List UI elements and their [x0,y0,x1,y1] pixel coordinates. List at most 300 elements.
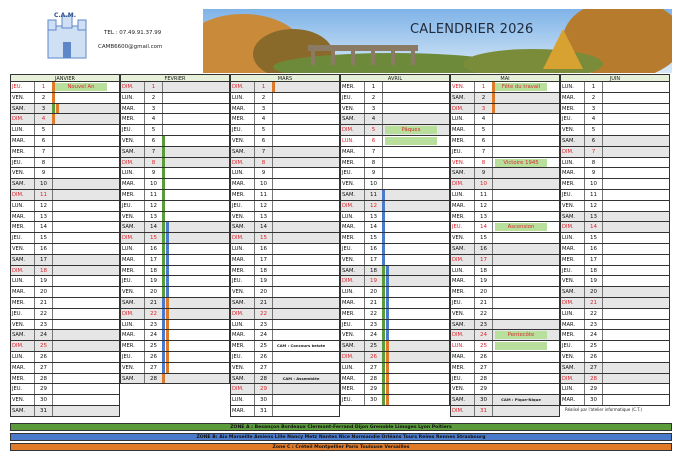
day-of-week: DIM. [12,343,24,350]
day-number: 29 [34,384,53,394]
day-row [560,395,670,406]
day-number: 24 [584,330,603,340]
day-number: 4 [144,114,163,124]
day-of-week: JEU. [12,84,23,90]
day-row [10,395,120,406]
day-number: 21 [34,298,53,308]
day-row [120,114,230,125]
day-row [120,201,230,212]
day-of-week: SAM. [452,94,466,101]
day-number: 13 [474,212,493,222]
day-of-week: MAR. [122,256,136,263]
day-number: 31 [34,406,53,416]
day-number: 8 [254,158,273,168]
zone-a: ZONE A : Besançon Bordeaux Clermont-Ferrand Dijon Grenoble Limoges Lyon Poitiers [10,423,672,431]
day-number: 12 [254,201,273,211]
day-number: 25 [584,341,603,351]
day-of-week: JEU. [232,278,243,285]
day-number: 1 [584,82,603,92]
day-of-week: JEU. [452,300,463,306]
day-row [450,309,560,320]
day-number: 16 [144,244,163,254]
day-of-week: MER. [342,84,355,90]
day-of-week: VEN. [562,202,575,209]
day-of-week: VEN. [232,364,245,371]
day-row [120,266,230,277]
day-of-week: JEU. [562,343,573,350]
day-row [10,374,120,385]
zone-b-holiday-bar [166,233,169,243]
zone-b-holiday-bar [386,287,389,297]
day-number: 7 [474,147,493,157]
day-of-week: MAR. [12,138,26,144]
day-row [10,222,120,233]
day-of-week: LUN. [12,202,24,209]
day-number: 21 [254,298,273,308]
zone-c-holiday-bar [162,374,165,384]
zone-b-holiday-bar [382,244,385,254]
day-number: 14 [254,222,273,232]
day-number: 1 [34,82,53,92]
zone-a-holiday-bar [382,341,385,351]
day-of-week: SAM. [122,375,136,382]
day-number: 16 [254,244,273,254]
day-row [10,125,120,136]
day-of-week: LUN. [562,235,574,242]
day-number: 19 [34,276,53,286]
zone-a-holiday-bar [382,374,385,384]
day-of-week: MER. [232,267,245,274]
day-row [340,309,450,320]
day-row [120,136,230,147]
day-of-week: LUN. [562,386,574,393]
day-number: 16 [474,244,493,254]
day-of-week: SAM. [122,148,136,155]
day-of-week: LUN. [452,343,464,350]
day-of-week: LUN. [452,116,464,123]
day-of-week: SAM. [452,321,466,328]
day-number: 25 [254,341,273,351]
zone-a-holiday-bar [52,104,55,114]
day-row [560,201,670,212]
day-of-week: JEU. [232,202,243,209]
day-of-week: DIM. [452,181,464,188]
day-row [560,104,670,115]
day-row [450,320,560,331]
zone-a-holiday-bar [162,212,165,222]
day-of-week: DIM. [12,267,24,274]
day-row [340,266,450,277]
day-number: 2 [254,93,273,103]
day-number: 2 [144,93,163,103]
day-number: 2 [584,93,603,103]
day-row [560,374,670,385]
day-row [230,179,340,190]
day-number: 4 [34,114,53,124]
day-row [10,287,120,298]
day-row [10,298,120,309]
day-number: 3 [474,104,493,114]
day-of-week: JEU. [562,267,573,274]
day-row [340,244,450,255]
zone-b-holiday-bar [162,363,165,373]
day-row [560,212,670,223]
day-row [450,82,560,93]
day-row [450,104,560,115]
day-row [450,298,560,309]
day-number: 19 [144,276,163,286]
day-of-week: MAR. [562,397,576,404]
day-number: 11 [584,190,603,200]
day-row [560,93,670,104]
day-of-week: JEU. [452,224,463,231]
day-row [340,222,450,233]
day-of-week: DIM. [122,159,134,166]
day-row [120,363,230,374]
day-row [120,320,230,331]
day-row [120,125,230,136]
day-row [450,384,560,395]
day-number: 7 [584,147,603,157]
day-of-week: VEN. [562,127,575,134]
zone-b-holiday-bar [166,222,169,232]
day-number: 30 [254,395,273,405]
day-row [340,212,450,223]
day-number: 25 [364,341,383,351]
zone-b-holiday-bar [386,298,389,308]
day-row [450,125,560,136]
day-number: 11 [474,190,493,200]
day-number: 21 [144,298,163,308]
day-of-week: LUN. [122,321,134,328]
day-number: 23 [144,320,163,330]
day-of-week: LUN. [12,127,24,134]
day-number: 26 [364,352,383,362]
day-number: 22 [254,309,273,319]
day-row [560,233,670,244]
day-row [450,395,560,406]
day-of-week: MAR. [12,364,26,371]
day-number: 15 [584,233,603,243]
day-row [230,104,340,115]
day-of-week: MAR. [562,246,576,252]
zone-c-holiday-bar [166,330,169,340]
day-row [340,374,450,385]
zone-c-holiday-bar [56,104,59,114]
day-of-week: MER. [122,116,135,123]
day-row [230,309,340,320]
day-number: 1 [254,82,273,92]
day-number: 29 [474,384,493,394]
day-row [560,136,670,147]
day-of-week: SAM. [12,105,26,112]
day-number: 10 [254,179,273,189]
header [0,0,681,74]
day-of-week: SAM. [342,267,356,274]
day-of-week: SAM. [342,192,356,198]
zone-a-holiday-bar [382,395,385,405]
day-row [230,352,340,363]
day-row [230,255,340,266]
day-number: 10 [584,179,603,189]
day-row [10,309,120,320]
zone-b-holiday-bar [162,320,165,330]
day-of-week: VEN. [342,181,355,188]
day-of-week: MER. [342,235,355,242]
day-row [560,266,670,277]
day-row [120,82,230,93]
day-number: 31 [474,406,493,416]
day-of-week: SAM. [452,170,466,177]
zone-a-holiday-bar [162,201,165,211]
day-of-week: DIM. [342,127,354,134]
day-number: 9 [584,168,603,178]
day-number: 9 [364,168,383,178]
day-number: 6 [364,136,383,146]
day-of-week: MER. [342,159,355,166]
day-of-week: MAR. [562,170,576,177]
day-number: 2 [474,93,493,103]
day-row [10,233,120,244]
day-of-week: SAM. [122,224,136,231]
zone-a-holiday-bar [382,266,385,276]
day-row [340,363,450,374]
day-row [230,341,340,352]
day-of-week: DIM. [122,310,134,317]
day-row [340,82,450,93]
day-number: 29 [364,384,383,394]
day-of-week: LUN. [232,170,244,177]
day-number: 2 [34,93,53,103]
day-of-week: MER. [452,213,465,220]
zone-c-holiday-bar [272,82,275,92]
day-number: 17 [364,255,383,265]
zone-a-holiday-bar [382,276,385,286]
day-of-week: MAR. [232,408,246,414]
day-row [120,168,230,179]
day-of-week: MAR. [562,94,576,101]
day-row [560,190,670,201]
day-of-week: LUN. [562,84,574,90]
day-number: 10 [144,179,163,189]
day-row [560,320,670,331]
day-of-week: LUN. [232,321,244,328]
day-row [560,298,670,309]
zone-b-holiday-bar [162,309,165,319]
day-row [340,168,450,179]
day-row [450,341,560,352]
month-column [450,74,560,414]
day-of-week: DIM. [12,192,24,198]
day-of-week: MAR. [122,181,136,188]
day-note: Nouvel An [55,83,107,91]
zone-b-holiday-bar [382,212,385,222]
day-row [450,147,560,158]
day-row [120,309,230,320]
day-of-week: JEU. [452,148,463,155]
day-row [340,114,450,125]
day-of-week: LUN. [122,246,134,252]
day-row [450,93,560,104]
day-of-week: JEU. [232,127,243,134]
day-number: 23 [364,320,383,330]
zone-b-holiday-bar [166,276,169,286]
day-row [450,179,560,190]
day-of-week: SAM. [12,332,26,339]
day-row [10,244,120,255]
day-row [450,330,560,341]
logo [40,12,94,66]
month-header: FEVRIER [120,74,230,82]
day-row [10,158,120,169]
day-of-week: JEU. [12,310,23,317]
day-number: 28 [584,374,603,384]
day-number: 3 [254,104,273,114]
zone-a-holiday-bar [162,266,165,276]
day-of-week: SAM. [232,148,246,155]
zone-c-holiday-bar [166,352,169,362]
day-of-week: MER. [122,192,135,198]
day-row [230,276,340,287]
day-number: 12 [474,201,493,211]
day-number: 15 [254,233,273,243]
day-row [120,276,230,287]
zone-a-holiday-bar [382,320,385,330]
day-number: 27 [254,363,273,373]
day-of-week: SAM. [562,364,576,371]
zone-b-holiday-bar [162,330,165,340]
day-number: 8 [364,158,383,168]
day-of-week: MER. [122,267,135,274]
day-of-week: SAM. [12,181,26,188]
day-number: 21 [474,298,493,308]
day-row [10,104,120,115]
day-row [120,352,230,363]
day-number: 15 [144,233,163,243]
month-column [120,74,230,382]
day-row [450,352,560,363]
day-of-week: VEN. [232,289,245,296]
zone-c: Zone C : Créteil Montpellier Paris Toulouse Versailles [10,443,672,451]
day-number: 6 [474,136,493,146]
day-number: 28 [34,374,53,384]
day-number: 19 [474,276,493,286]
zone-b-holiday-bar [162,352,165,362]
day-number: 30 [34,395,53,405]
day-of-week: MAR. [342,300,356,306]
zone-c-holiday-bar [386,374,389,384]
day-row [230,395,340,406]
day-of-week: MAR. [452,127,466,134]
day-of-week: DIM. [232,386,244,393]
day-note [385,137,437,145]
day-note: Ascension [495,223,547,231]
day-of-week: JEU. [562,192,573,198]
day-row [450,190,560,201]
day-row [340,233,450,244]
day-row [10,276,120,287]
day-of-week: DIM. [452,408,464,414]
zone-c-holiday-bar [52,114,55,124]
day-row [230,244,340,255]
day-number: 13 [584,212,603,222]
zone-b-holiday-bar [166,287,169,297]
day-note: Pentecôte [495,331,547,339]
day-of-week: LUN. [122,94,134,101]
day-of-week: MER. [12,224,25,231]
day-of-week: MAR. [12,289,26,296]
day-of-week: MAR. [452,202,466,209]
day-number: 7 [34,147,53,157]
day-row [450,276,560,287]
day-of-week: SAM. [232,375,246,382]
day-of-week: DIM. [232,235,244,242]
day-row [560,82,670,93]
day-row [450,201,560,212]
day-row [340,201,450,212]
day-row [120,212,230,223]
contact-email[interactable]: CAMB6600@gmail.com [98,44,163,50]
day-number: 19 [364,276,383,286]
day-of-week: LUN. [232,94,244,101]
day-number: 13 [254,212,273,222]
zone-c-holiday-bar [386,341,389,351]
day-row [340,384,450,395]
day-number: 3 [34,104,53,114]
day-row [230,384,340,395]
day-number: 15 [34,233,53,243]
day-number: 18 [364,266,383,276]
zone-c-holiday-bar [166,309,169,319]
zone-c-holiday-bar [492,93,495,103]
day-of-week: DIM. [122,235,134,242]
day-of-week: MER. [12,375,25,382]
month-column [10,74,120,414]
day-row [230,330,340,341]
day-of-week: VEN. [232,213,245,220]
day-of-week: JEU. [342,94,353,101]
day-row [10,190,120,201]
day-number: 16 [584,244,603,254]
day-row [560,168,670,179]
day-row [340,136,450,147]
day-number: 13 [364,212,383,222]
day-of-week: MER. [232,192,245,198]
day-number: 3 [584,104,603,114]
day-of-week: SAM. [452,246,466,252]
banner-photo [203,9,672,73]
day-row [340,330,450,341]
zone-a-holiday-bar [382,363,385,373]
day-of-week: MER. [12,300,25,306]
day-number: 20 [364,287,383,297]
day-number: 28 [144,374,163,384]
day-row [450,136,560,147]
day-number: 3 [144,104,163,114]
day-of-week: VEN. [452,159,465,166]
day-number: 14 [364,222,383,232]
zone-b-holiday-bar [382,255,385,265]
day-note: Pâques [385,126,437,134]
zone-a-holiday-bar [382,352,385,362]
day-row [10,320,120,331]
day-of-week: DIM. [232,159,244,166]
day-of-week: VEN. [562,278,575,285]
day-number: 26 [144,352,163,362]
day-number: 5 [584,125,603,135]
day-row [560,287,670,298]
day-of-week: MER. [562,181,575,188]
